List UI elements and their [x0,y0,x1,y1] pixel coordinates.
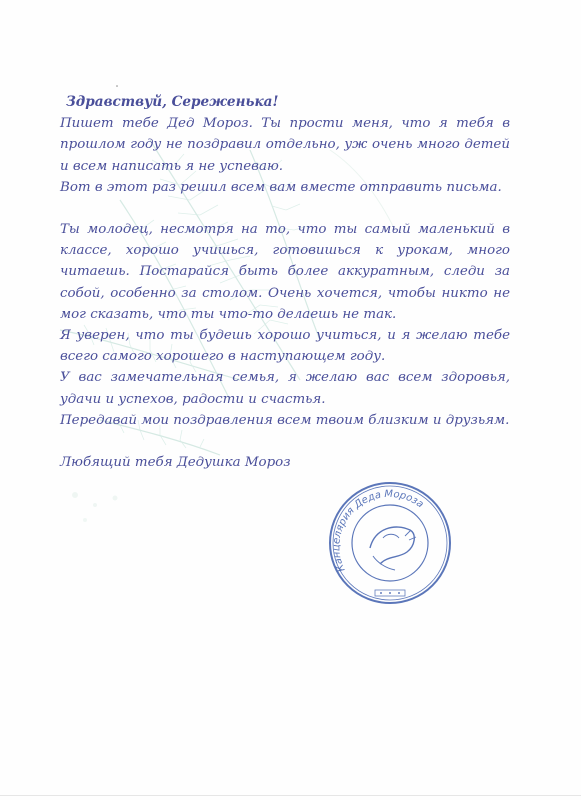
letter-paragraph-3: Ты молодец, несмотря на то, что ты самый маленький в классе, хорошо учишься, готовишься к урокам, много читаешь. Постарайся быть более аккуратным, следи за собой, особенно за столом. Очень хочется, чтобы никто не мог сказать, что ты что-то делаешь не так. [60,222,510,322]
letter-paragraph-1: Пишет тебе Дед Мороз. Ты прости меня, что я тебя в прошлом году не поздравил отдельно, уж очень много детей и всем написать я не успеваю. [60,116,510,174]
official-stamp-seal [325,478,455,608]
letter-paragraph-2: Вот в этот раз решил всем вам вместе отправить письма. [60,179,502,195]
page-bottom-edge [0,795,581,796]
letter-paragraph-6: Передавай мои поздравления всем твоим близким и друзьям. [60,412,510,428]
letter-greeting: Здравствуй, Сереженька! [66,94,279,110]
letter-body [60,92,510,473]
letter-paragraph-5: У вас замечательная семья, я желаю вас всем здоровья, удачи и успехов, радости и счастья. [60,370,510,407]
stamp-text: Канцелярия Деда Мороза [331,488,426,574]
paragraph-gap [60,198,510,219]
letter-signature: Любящий тебя Дедушка Мороз [60,455,291,471]
letter-paragraph-4: Я уверен, что ты будешь хорошо учиться, и я желаю тебе всего самого хорошего в наступающем году. [60,328,510,365]
